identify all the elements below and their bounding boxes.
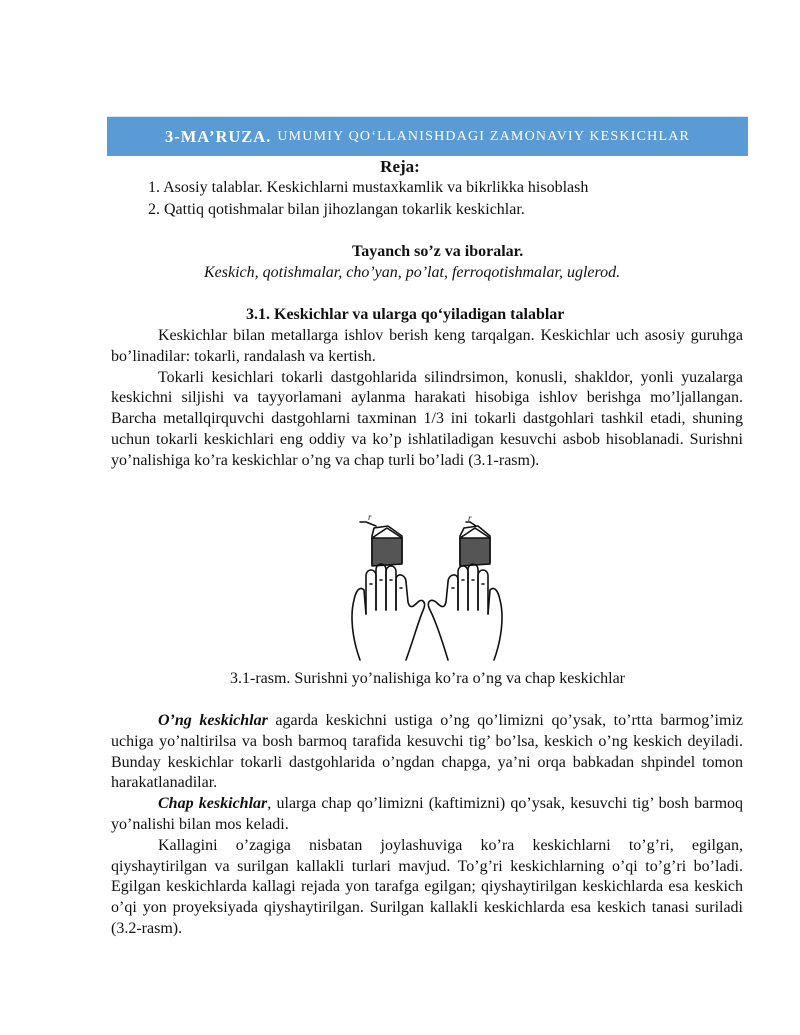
plan-item-1: 1. Asosiy talablar. Keskichlarni mustaxkamlik va bikrlikka hisoblash [148, 179, 589, 196]
lecture-title: UMUMIY QO‘LLANISHDAGI ZAMONAVIY KESKICHLAR [277, 128, 691, 144]
plan-item-2: 2. Qattiq qotishmalar bilan jihozlangan tokarlik keskichlar. [148, 201, 525, 218]
paragraph-4 [111, 794, 743, 836]
section-body [111, 326, 743, 472]
hands-cutter-illustration [330, 510, 520, 662]
figure-label-left: r [368, 512, 372, 522]
lecture-title-banner [107, 116, 748, 156]
paragraph-3 [111, 711, 743, 794]
section-heading: 3.1. Keskichlar va ularga qo‘yiladigan talablar [246, 306, 565, 323]
term-right-cutters: O’ng keskichlar [158, 712, 268, 729]
lecture-number: 3-MA’RUZA. [164, 126, 272, 146]
figure-label-right: r [468, 513, 472, 523]
paragraph-1: Keskichlar bilan metallarga ishlov berish keng tarqalgan. Keskichlar uch asosiy guruhga bo’linadilar: tokarli, randalash va kertish. [111, 327, 743, 365]
plan-heading: Reja: [380, 157, 420, 176]
after-figure-body [111, 711, 743, 940]
paragraph-4-text: , ularga chap qo’limizni (kaftimizni) qo’ysak, kesuvchi tig’ bosh barmoq yo’nalishi bilan mos keladi. [111, 795, 744, 833]
right-cutter-hand-drawing [352, 522, 425, 660]
paragraph-3-text: agarda keskichni ustiga o’ng qo’limizni qo’ysak, to’rtta barmog’imiz uchiga yo’naltirilsa va bosh barmoq tarafida kesuvchi tig’ bo’lsa, keskich o’ng keskich deyiladi. Bunday keskichlar tokarli dastgohlarida o’ngdan chapga, ya’ni orqa babkadan shpindel tomon harakatlanadilar. [111, 712, 743, 792]
keywords-heading: Tayanch so’z va iboralar. [352, 243, 524, 260]
paragraph-2: Tokarli kesichlari tokarli dastgohlarida silindrsimon, konusli, shakldor, yonli yuzalarga keskichni siljishi va tayyorlamani aylanma harakati hisobiga ishlov berishga mo’ljallangan. Barcha metallqirquvchi dastgohlarni taxminan 1/3 ini tokarli dastgohlari tashkil etadi, shuning uchun tokarli keskichlari eng oddiy va ko’p ishlatiladigan kesuvchi asbob hisoblanadi. Surishni yo’nalishiga ko’ra keskichlar o’ng va chap turli bo’ladi (3.1-rasm). [111, 368, 743, 469]
left-cutter-hand-drawing [428, 522, 502, 660]
keywords-list: Keskich, qotishmalar, cho’yan, po’lat, ferroqotishmalar, uglerod. [204, 264, 621, 281]
paragraph-5: Kallagini o’zagiga nisbatan joylashuviga ko’ra keskichlarni to’g’ri, egilgan, qiyshaytirilgan va surilgan kallakli turlari mavjud. To’g’ri keskichlarning o’qi to’g’ri bo’ladi. Egilgan keskichlarda kallagi rejada yon tarafga egilgan; qiyshaytirilgan keskichlarda esa keskich o’qi yon proyeksiyada qiyshaytirilgan. Surilgan kallakli keskichlarda esa keskich tanasi suriladi (3.2-rasm). [111, 836, 743, 937]
term-left-cutters: Chap keskichlar [158, 795, 268, 813]
figure-caption: 3.1-rasm. Surishni yo’nalishiga ko’ra o’ng va chap keskichlar [229, 670, 625, 687]
